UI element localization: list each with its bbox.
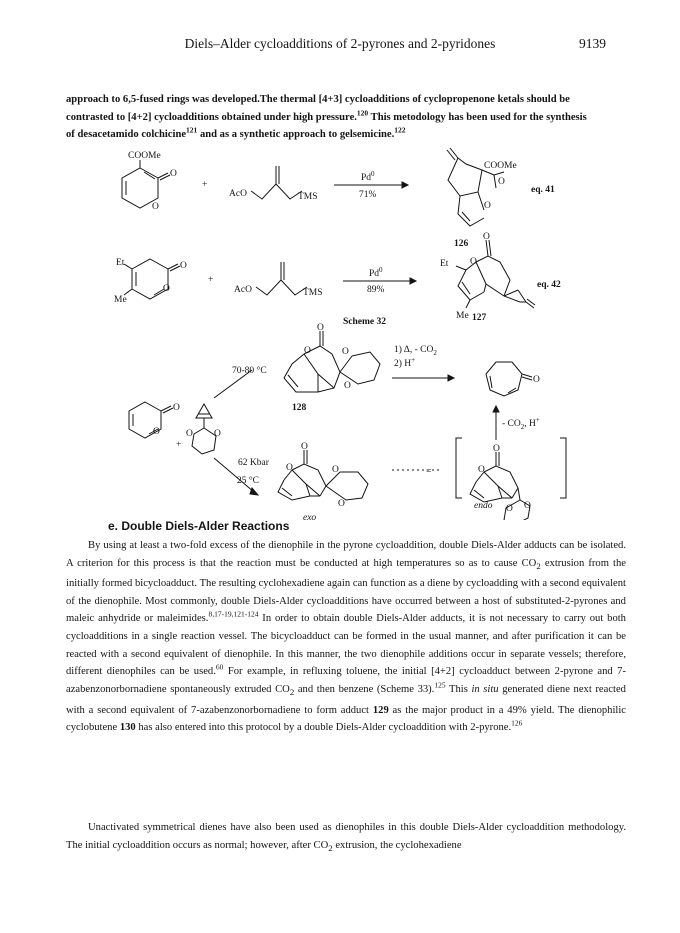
reagent-label: TMS — [298, 192, 318, 202]
svg-text:Pd0 — [361, 170, 375, 183]
text-line: and as a synthetic approach to gelsemicine. — [197, 129, 395, 141]
substituent-label: COOMe — [484, 161, 517, 171]
yield-label: 71% — [359, 190, 377, 200]
equation-label: eq. 42 — [537, 280, 561, 290]
citation: 121 — [186, 125, 198, 135]
compound-ref: 129 — [372, 704, 389, 716]
citation: 126 — [511, 718, 523, 728]
step-arrow — [392, 344, 454, 381]
atom-label: O — [170, 169, 177, 179]
text-line: For example, in refluxing toluene, the initial [4+2] cycloadduct between 2-pyrone and 7- — [223, 666, 627, 678]
cycloheptadienone-product — [486, 362, 540, 396]
text-line: has also entered into this protocol by a double Diels-Alder cycloaddition with — [135, 722, 468, 734]
stereo-label: endo — [474, 501, 493, 511]
eq41-arrow — [334, 170, 408, 200]
scheme33-2-pyrone — [129, 402, 180, 438]
citation: 8,17-19,121-124 — [208, 609, 259, 619]
text-line: obtain double Diels-Alder adducts, it is not necessary to carry out both cycloadditions in a single reaction vessel. The — [66, 613, 626, 643]
eq41-product — [447, 148, 517, 226]
step-superscript: + — [411, 356, 416, 364]
atom-label: O — [317, 323, 324, 333]
exo-adduct-structure — [278, 442, 368, 509]
eq41-allyl-reagent — [229, 166, 318, 202]
atom-label: O — [478, 465, 485, 475]
yield-label: 89% — [367, 285, 385, 295]
text-line: of desacetamido colchicine — [66, 129, 187, 141]
substituent-label: Me — [114, 295, 127, 305]
plus-sign: + — [176, 440, 182, 450]
condition-label: 25 °C — [237, 476, 260, 486]
page-number: 9139 — [579, 36, 606, 51]
plus-sign: + — [202, 180, 208, 190]
atom-label: O — [180, 261, 187, 271]
text-line: as the major product in a 49% — [388, 704, 527, 716]
substituent-label: Et — [440, 259, 449, 269]
atom-label: O — [483, 232, 490, 242]
atom-label: O — [304, 346, 311, 356]
subscript: 2 — [536, 560, 541, 571]
text-line: dienophile. In this manner, the two dienophile additions occur in separate vessels; therefore, different dienophiles can — [66, 648, 626, 678]
text-line: This — [445, 683, 472, 695]
reagent-label: AcO — [229, 189, 247, 199]
running-title: Diels–Alder cycloadditions of 2-pyrones and 2-pyridones — [184, 36, 496, 51]
citation: 125 — [434, 680, 446, 690]
atom-label: O — [186, 429, 193, 439]
citation: 122 — [394, 125, 406, 135]
catalyst-superscript: 0 — [379, 266, 383, 274]
text-line: be used. — [179, 666, 216, 678]
text-line: By using at least a two-fold excess of the dienophile in the pyrone cycloaddition, double Diels-Alder adducts — [88, 540, 557, 551]
scheme-label: Scheme 32 — [343, 317, 387, 327]
catalyst-label: Pd — [369, 269, 380, 279]
catalyst-superscript: 0 — [371, 170, 375, 178]
step-subscript: 2 — [433, 349, 437, 357]
atom-label: O — [301, 442, 308, 452]
atom-label: O — [173, 403, 180, 413]
endo-bracket-and-arrow — [456, 406, 566, 498]
text-line: methodology. The initial cycloaddition occurs as normal; however, after CO — [66, 822, 626, 851]
compound-number: 128 — [292, 403, 307, 413]
compound-number: 127 — [472, 313, 487, 323]
text-line: This metodology has been used for the synthesis — [368, 111, 587, 123]
text-line: extrusion from the initially formed bicycloadduct. The resulting cyclohexadiene again can function as a diene by — [66, 557, 626, 590]
reagent-label: AcO — [234, 285, 252, 295]
text-line: can be isolated. A criterion for this process is that the reaction must be conducted at high temperatures so as to cause — [66, 540, 626, 569]
compound-128-structure — [284, 323, 380, 392]
atom-label: O — [332, 465, 339, 475]
text-line: next reacted with a second equivalent of 7-azabenzonorbornadiene to form adduct — [66, 683, 626, 716]
eq42-allyl-reagent — [234, 262, 323, 298]
atom-label: O — [286, 463, 293, 473]
svg-text:2) H+ — [394, 356, 415, 369]
step-subscript: 2 — [520, 423, 525, 431]
equals-sign: = — [426, 467, 432, 477]
citation: 60 — [215, 662, 224, 672]
text-line: bicycloadduct can be formed in the usual manner, and after purification it can be reacted with a second equivalent of — [66, 631, 626, 660]
stereo-label: exo — [303, 513, 317, 520]
atom-label: O — [338, 499, 345, 509]
atom-label: O — [342, 347, 349, 357]
text-line: occurred between a host of substituted-2-pyrones and maleic anhydride or maleimides. — [66, 595, 626, 625]
text-line: cycloadding with a second equivalent of the dienophile. Most commonly, double Diels-Alder cycloadditions have — [66, 578, 627, 607]
atom-label: O — [493, 444, 500, 454]
section-heading: e. Double Diels-Alder Reactions — [108, 519, 290, 533]
atom-label: O — [498, 177, 505, 187]
svg-text:Pd0 — [369, 266, 383, 279]
plus-sign: + — [208, 275, 214, 285]
citation: 120 — [356, 108, 369, 118]
step-label: 1) Δ, - CO — [394, 345, 434, 355]
subscript: 2 — [289, 686, 295, 697]
step-superscript: + — [535, 416, 540, 424]
compound-ref: 130 — [119, 722, 136, 734]
atom-label: O — [524, 501, 531, 511]
catalyst-label: Pd — [361, 173, 372, 183]
atom-label: O — [484, 201, 491, 211]
text-line: contrasted to [4+2] cycloadditions obtained under high pressure. — [66, 111, 357, 123]
text-line: Unactivated symmetrical dienes have also been used as dienophiles in this double Diels-Alder cycloaddition — [88, 822, 565, 833]
italic-term: in situ — [471, 683, 499, 695]
svg-text:- CO2, H+ — [502, 416, 540, 431]
substituent-label: Me — [456, 311, 469, 321]
eq41-pyrone-ester — [122, 151, 177, 212]
svg-text:1) Δ, - CO2 — [394, 344, 437, 357]
atom-label: O — [506, 504, 513, 514]
scheme33-cyclopropenone-ketal — [186, 404, 221, 454]
eq42-substituted-pyrone — [114, 258, 187, 305]
atom-label: O — [470, 257, 477, 267]
text-line: yield. The dienophilic cyclobutene — [66, 704, 626, 734]
body-paragraph-2 — [66, 819, 626, 857]
text-line: approach to 6,5-fused rings was developed.The thermal [4+3] cycloadditions of cyclopropenone ketals should be — [66, 94, 570, 105]
atom-label: O — [163, 284, 170, 294]
atom-label: O — [214, 429, 221, 439]
condition-label: 70-80 °C — [232, 366, 267, 376]
text-line: generated diene — [498, 683, 570, 695]
condition-label: 62 Kbar — [238, 458, 269, 468]
reagent-label: TMS — [303, 288, 323, 298]
body-paragraph-1 — [66, 537, 626, 737]
text-line: extrusion, the cyclohexadiene — [332, 839, 462, 851]
compound-number: 126 — [454, 239, 469, 249]
atom-label: O — [533, 375, 540, 385]
scheme33-branch-arrows — [214, 365, 270, 495]
step-label: 2) H — [394, 359, 412, 369]
atom-label: O — [153, 427, 160, 437]
text-line: CO — [521, 557, 537, 569]
text-line: and then benzene (Scheme 33). — [294, 683, 435, 695]
step-label: , H — [524, 419, 536, 429]
step-label: - CO — [502, 419, 521, 429]
atom-label: O — [152, 202, 159, 212]
substituent-label: COOMe — [128, 151, 161, 161]
eq42-arrow — [343, 266, 416, 295]
text-line: azabenzonorbornadiene spontaneously extruded CO — [66, 683, 290, 695]
subscript: 2 — [328, 842, 333, 853]
atom-label: O — [344, 381, 351, 391]
text-line: In order to — [258, 613, 310, 625]
substituent-label: Et — [116, 258, 125, 268]
equation-label: eq. 41 — [531, 185, 555, 195]
text-line: 2-pyrone. — [470, 722, 512, 734]
